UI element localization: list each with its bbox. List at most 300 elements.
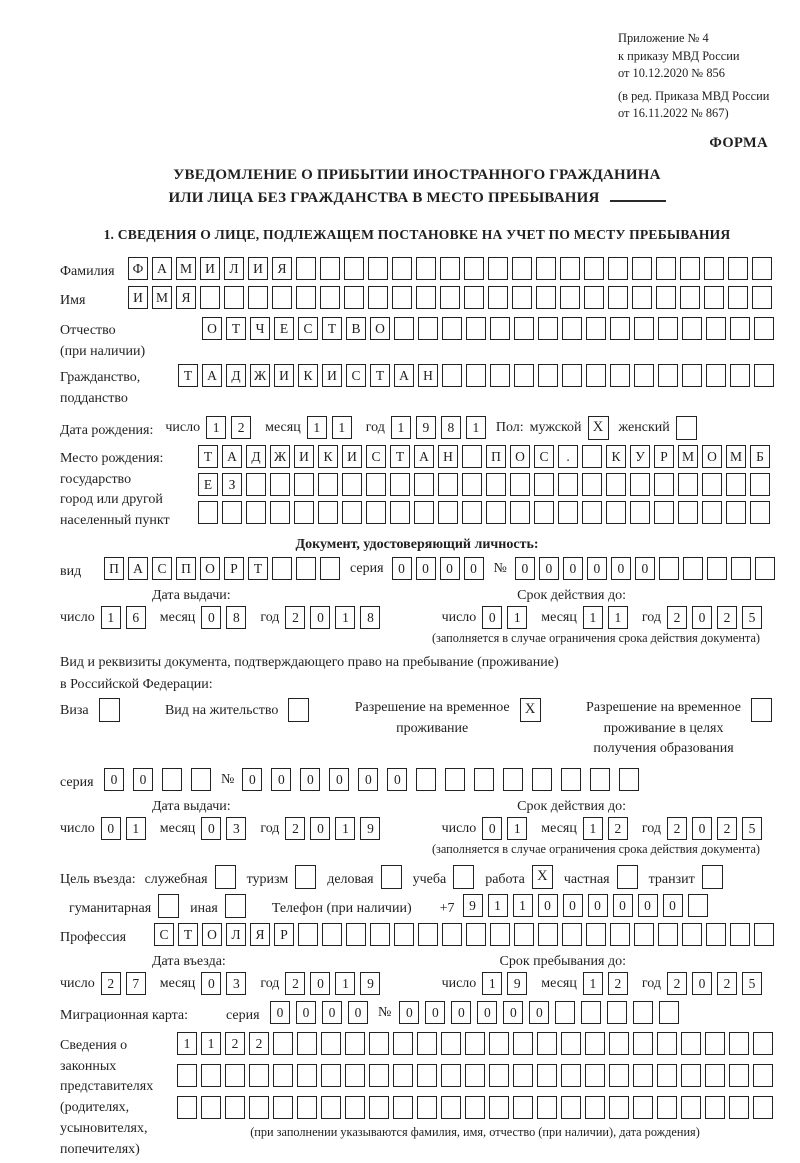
char-cell[interactable]: 0 [538,894,558,917]
char-cell[interactable] [657,1032,677,1055]
char-cell[interactable] [321,1096,341,1119]
char-cell[interactable] [608,257,628,280]
char-cell[interactable] [586,364,606,387]
char-cell[interactable]: М [152,286,172,309]
char-cell[interactable]: Р [224,557,244,580]
char-cell[interactable]: 0 [242,768,262,791]
char-cell[interactable]: 1 [206,416,226,439]
char-cell[interactable]: Б [750,445,770,468]
char-cell[interactable] [750,501,770,524]
char-cell[interactable]: 0 [322,1001,342,1024]
char-cell[interactable] [510,501,530,524]
char-cell[interactable]: . [558,445,578,468]
char-cell[interactable] [728,286,748,309]
char-cell[interactable]: 0 [638,894,658,917]
char-cell[interactable] [586,317,606,340]
char-cell[interactable] [681,1096,701,1119]
char-cell[interactable] [706,317,726,340]
char-cell[interactable] [318,473,338,496]
char-cell[interactable] [366,501,386,524]
char-cell[interactable] [585,1096,605,1119]
char-cell[interactable]: 0 [503,1001,523,1024]
char-cell[interactable]: 0 [563,557,583,580]
char-cell[interactable] [465,1032,485,1055]
char-cell[interactable] [582,501,602,524]
char-cell[interactable]: 0 [529,1001,549,1024]
char-cell[interactable] [537,1064,557,1087]
char-cell[interactable]: 9 [463,894,483,917]
purpose-commercial-checkbox[interactable] [381,865,402,889]
char-cell[interactable] [270,501,290,524]
char-cell[interactable]: 0 [201,606,221,629]
char-cell[interactable]: 1 [507,606,527,629]
char-cell[interactable] [584,257,604,280]
char-cell[interactable]: 8 [226,606,246,629]
char-cell[interactable]: 0 [635,557,655,580]
char-cell[interactable] [654,473,674,496]
char-cell[interactable] [393,1096,413,1119]
char-cell[interactable] [320,257,340,280]
char-cell[interactable]: И [128,286,148,309]
char-cell[interactable]: 0 [329,768,349,791]
char-cell[interactable] [246,473,266,496]
char-cell[interactable] [582,473,602,496]
char-cell[interactable]: 5 [742,606,762,629]
char-cell[interactable] [320,557,340,580]
char-cell[interactable]: А [222,445,242,468]
char-cell[interactable]: 0 [296,1001,316,1024]
char-cell[interactable] [755,557,775,580]
char-cell[interactable]: О [202,317,222,340]
char-cell[interactable] [730,364,750,387]
char-cell[interactable] [368,286,388,309]
char-cell[interactable]: 8 [441,416,461,439]
char-cell[interactable] [294,473,314,496]
char-cell[interactable]: П [104,557,124,580]
char-cell[interactable] [297,1032,317,1055]
char-cell[interactable]: У [630,445,650,468]
char-cell[interactable] [656,257,676,280]
char-cell[interactable] [704,286,724,309]
char-cell[interactable] [445,768,465,791]
char-cell[interactable]: И [274,364,294,387]
option-temp-residence-education-checkbox[interactable] [751,698,772,722]
char-cell[interactable]: Е [198,473,218,496]
char-cell[interactable] [368,257,388,280]
char-cell[interactable]: И [294,445,314,468]
char-cell[interactable] [390,501,410,524]
char-cell[interactable]: 9 [360,972,380,995]
char-cell[interactable]: 1 [101,606,121,629]
char-cell[interactable] [417,1032,437,1055]
char-cell[interactable]: Л [226,923,246,946]
char-cell[interactable] [656,286,676,309]
char-cell[interactable] [538,317,558,340]
char-cell[interactable] [610,317,630,340]
char-cell[interactable] [392,257,412,280]
char-cell[interactable]: 1 [335,817,355,840]
char-cell[interactable] [729,1032,749,1055]
char-cell[interactable] [369,1064,389,1087]
char-cell[interactable] [752,257,772,280]
char-cell[interactable]: Д [246,445,266,468]
char-cell[interactable] [346,923,366,946]
char-cell[interactable] [298,923,318,946]
char-cell[interactable] [466,364,486,387]
char-cell[interactable] [225,1096,245,1119]
char-cell[interactable]: Е [274,317,294,340]
char-cell[interactable] [634,923,654,946]
char-cell[interactable]: О [510,445,530,468]
char-cell[interactable] [366,473,386,496]
char-cell[interactable] [464,257,484,280]
char-cell[interactable] [702,473,722,496]
char-cell[interactable] [272,286,292,309]
char-cell[interactable]: 1 [201,1032,221,1055]
char-cell[interactable]: З [222,473,242,496]
purpose-transit-checkbox[interactable] [702,865,723,889]
char-cell[interactable]: 2 [717,972,737,995]
char-cell[interactable] [683,557,703,580]
char-cell[interactable]: 0 [587,557,607,580]
char-cell[interactable] [726,501,746,524]
purpose-tourism-checkbox[interactable] [295,865,316,889]
char-cell[interactable] [462,473,482,496]
char-cell[interactable] [609,1064,629,1087]
char-cell[interactable]: М [726,445,746,468]
char-cell[interactable] [369,1032,389,1055]
char-cell[interactable] [416,286,436,309]
char-cell[interactable] [225,1064,245,1087]
char-cell[interactable] [729,1064,749,1087]
char-cell[interactable]: 1 [177,1032,197,1055]
char-cell[interactable]: 0 [399,1001,419,1024]
char-cell[interactable] [659,557,679,580]
char-cell[interactable]: 1 [391,416,411,439]
char-cell[interactable]: М [176,257,196,280]
char-cell[interactable] [558,501,578,524]
char-cell[interactable] [680,286,700,309]
char-cell[interactable]: 2 [285,606,305,629]
char-cell[interactable]: И [322,364,342,387]
char-cell[interactable] [417,1096,437,1119]
char-cell[interactable] [606,473,626,496]
char-cell[interactable] [462,445,482,468]
char-cell[interactable] [561,1096,581,1119]
char-cell[interactable] [297,1064,317,1087]
char-cell[interactable] [417,1064,437,1087]
char-cell[interactable] [562,317,582,340]
char-cell[interactable] [514,923,534,946]
char-cell[interactable]: Д [226,364,246,387]
char-cell[interactable] [534,501,554,524]
char-cell[interactable] [630,473,650,496]
char-cell[interactable]: 0 [663,894,683,917]
char-cell[interactable] [729,1096,749,1119]
char-cell[interactable] [633,1001,653,1024]
char-cell[interactable] [536,286,556,309]
sex-female-checkbox[interactable] [676,416,697,440]
char-cell[interactable]: Я [250,923,270,946]
char-cell[interactable] [590,768,610,791]
char-cell[interactable] [682,923,702,946]
char-cell[interactable] [633,1032,653,1055]
char-cell[interactable]: А [128,557,148,580]
char-cell[interactable] [345,1064,365,1087]
char-cell[interactable]: 0 [588,894,608,917]
char-cell[interactable] [224,286,244,309]
char-cell[interactable]: 1 [466,416,486,439]
char-cell[interactable] [273,1064,293,1087]
char-cell[interactable] [201,1096,221,1119]
char-cell[interactable] [394,317,414,340]
char-cell[interactable] [246,501,266,524]
char-cell[interactable]: 0 [613,894,633,917]
char-cell[interactable] [441,1032,461,1055]
char-cell[interactable] [688,894,708,917]
char-cell[interactable] [536,257,556,280]
char-cell[interactable] [704,257,724,280]
option-visa-checkbox[interactable] [99,698,120,722]
char-cell[interactable]: Ф [128,257,148,280]
char-cell[interactable]: 0 [416,557,436,580]
char-cell[interactable] [249,1064,269,1087]
char-cell[interactable]: 0 [201,972,221,995]
char-cell[interactable] [585,1032,605,1055]
char-cell[interactable] [705,1064,725,1087]
char-cell[interactable] [750,473,770,496]
char-cell[interactable] [369,1096,389,1119]
char-cell[interactable] [584,286,604,309]
char-cell[interactable] [726,473,746,496]
char-cell[interactable] [606,501,626,524]
char-cell[interactable]: Т [390,445,410,468]
char-cell[interactable] [634,317,654,340]
char-cell[interactable] [562,364,582,387]
char-cell[interactable]: Т [322,317,342,340]
char-cell[interactable]: 2 [285,972,305,995]
char-cell[interactable] [418,317,438,340]
char-cell[interactable] [657,1064,677,1087]
char-cell[interactable] [585,1064,605,1087]
char-cell[interactable] [538,364,558,387]
char-cell[interactable]: 1 [608,606,628,629]
char-cell[interactable] [705,1096,725,1119]
char-cell[interactable] [345,1096,365,1119]
char-cell[interactable] [222,501,242,524]
char-cell[interactable] [465,1064,485,1087]
option-temp-residence-checkbox[interactable]: X [520,698,541,722]
char-cell[interactable] [438,501,458,524]
char-cell[interactable]: 0 [464,557,484,580]
char-cell[interactable] [440,286,460,309]
char-cell[interactable]: В [346,317,366,340]
char-cell[interactable]: О [370,317,390,340]
char-cell[interactable]: 2 [667,606,687,629]
char-cell[interactable] [680,257,700,280]
char-cell[interactable]: Ж [250,364,270,387]
char-cell[interactable]: 0 [310,817,330,840]
char-cell[interactable] [730,317,750,340]
char-cell[interactable] [418,923,438,946]
char-cell[interactable] [633,1064,653,1087]
char-cell[interactable] [537,1032,557,1055]
char-cell[interactable] [486,501,506,524]
char-cell[interactable] [608,286,628,309]
char-cell[interactable]: 0 [358,768,378,791]
char-cell[interactable] [512,286,532,309]
char-cell[interactable]: И [342,445,362,468]
char-cell[interactable]: 1 [482,972,502,995]
char-cell[interactable] [342,501,362,524]
char-cell[interactable]: 2 [608,972,628,995]
char-cell[interactable]: 2 [231,416,251,439]
char-cell[interactable] [534,473,554,496]
char-cell[interactable]: 2 [608,817,628,840]
char-cell[interactable]: 0 [482,606,502,629]
char-cell[interactable]: 0 [310,606,330,629]
char-cell[interactable]: 0 [310,972,330,995]
char-cell[interactable]: 1 [507,817,527,840]
char-cell[interactable] [654,501,674,524]
char-cell[interactable]: 0 [270,1001,290,1024]
char-cell[interactable] [345,1032,365,1055]
char-cell[interactable] [705,1032,725,1055]
char-cell[interactable]: 0 [563,894,583,917]
char-cell[interactable] [198,501,218,524]
char-cell[interactable] [752,286,772,309]
char-cell[interactable] [273,1032,293,1055]
char-cell[interactable] [191,768,211,791]
char-cell[interactable] [416,257,436,280]
char-cell[interactable]: А [152,257,172,280]
char-cell[interactable] [442,317,462,340]
char-cell[interactable]: Т [178,364,198,387]
char-cell[interactable] [390,473,410,496]
purpose-study-checkbox[interactable] [453,865,474,889]
char-cell[interactable]: А [394,364,414,387]
char-cell[interactable] [490,923,510,946]
char-cell[interactable] [532,768,552,791]
char-cell[interactable] [201,1064,221,1087]
purpose-business-checkbox[interactable] [215,865,236,889]
char-cell[interactable]: 0 [271,768,291,791]
char-cell[interactable] [200,286,220,309]
purpose-work-checkbox[interactable]: X [532,865,553,889]
char-cell[interactable]: 8 [360,606,380,629]
char-cell[interactable]: 0 [392,557,412,580]
char-cell[interactable] [466,317,486,340]
char-cell[interactable] [270,473,290,496]
char-cell[interactable]: О [702,445,722,468]
char-cell[interactable]: 0 [451,1001,471,1024]
char-cell[interactable]: 2 [667,972,687,995]
char-cell[interactable]: Т [178,923,198,946]
char-cell[interactable] [273,1096,293,1119]
char-cell[interactable] [466,923,486,946]
char-cell[interactable] [731,557,751,580]
char-cell[interactable] [633,1096,653,1119]
char-cell[interactable]: Н [438,445,458,468]
char-cell[interactable]: Ж [270,445,290,468]
char-cell[interactable] [538,923,558,946]
char-cell[interactable] [609,1032,629,1055]
char-cell[interactable]: С [366,445,386,468]
char-cell[interactable]: И [200,257,220,280]
option-residence-permit-checkbox[interactable] [288,698,309,722]
char-cell[interactable] [678,473,698,496]
char-cell[interactable] [586,923,606,946]
char-cell[interactable] [321,1064,341,1087]
char-cell[interactable] [462,501,482,524]
char-cell[interactable]: 1 [583,817,603,840]
char-cell[interactable]: 1 [583,972,603,995]
char-cell[interactable]: 9 [416,416,436,439]
char-cell[interactable]: 1 [332,416,352,439]
char-cell[interactable] [537,1096,557,1119]
char-cell[interactable]: 0 [611,557,631,580]
char-cell[interactable]: 1 [307,416,327,439]
char-cell[interactable] [681,1064,701,1087]
char-cell[interactable]: Т [370,364,390,387]
char-cell[interactable] [681,1032,701,1055]
char-cell[interactable] [489,1096,509,1119]
char-cell[interactable] [514,364,534,387]
char-cell[interactable] [558,473,578,496]
purpose-humanitarian-checkbox[interactable] [158,894,179,918]
char-cell[interactable]: 9 [507,972,527,995]
char-cell[interactable] [321,1032,341,1055]
char-cell[interactable] [561,1064,581,1087]
char-cell[interactable] [441,1064,461,1087]
char-cell[interactable]: 2 [717,817,737,840]
char-cell[interactable] [753,1064,773,1087]
char-cell[interactable] [706,364,726,387]
char-cell[interactable] [607,1001,627,1024]
char-cell[interactable]: 5 [742,817,762,840]
purpose-other-checkbox[interactable] [225,894,246,918]
char-cell[interactable]: М [678,445,698,468]
char-cell[interactable] [489,1032,509,1055]
char-cell[interactable] [488,286,508,309]
char-cell[interactable]: 0 [692,817,712,840]
char-cell[interactable] [296,257,316,280]
char-cell[interactable]: 0 [440,557,460,580]
sex-male-checkbox[interactable]: X [588,416,609,440]
char-cell[interactable] [582,445,602,468]
char-cell[interactable]: А [414,445,434,468]
char-cell[interactable] [707,557,727,580]
char-cell[interactable]: 0 [387,768,407,791]
char-cell[interactable]: 0 [692,972,712,995]
char-cell[interactable]: 0 [539,557,559,580]
char-cell[interactable]: 1 [513,894,533,917]
char-cell[interactable] [503,768,523,791]
char-cell[interactable]: С [534,445,554,468]
char-cell[interactable] [581,1001,601,1024]
char-cell[interactable] [393,1064,413,1087]
char-cell[interactable] [320,286,340,309]
char-cell[interactable] [513,1096,533,1119]
char-cell[interactable] [706,923,726,946]
char-cell[interactable] [510,473,530,496]
char-cell[interactable] [162,768,182,791]
char-cell[interactable] [682,364,702,387]
char-cell[interactable] [630,501,650,524]
char-cell[interactable]: П [176,557,196,580]
char-cell[interactable] [414,473,434,496]
char-cell[interactable] [632,286,652,309]
